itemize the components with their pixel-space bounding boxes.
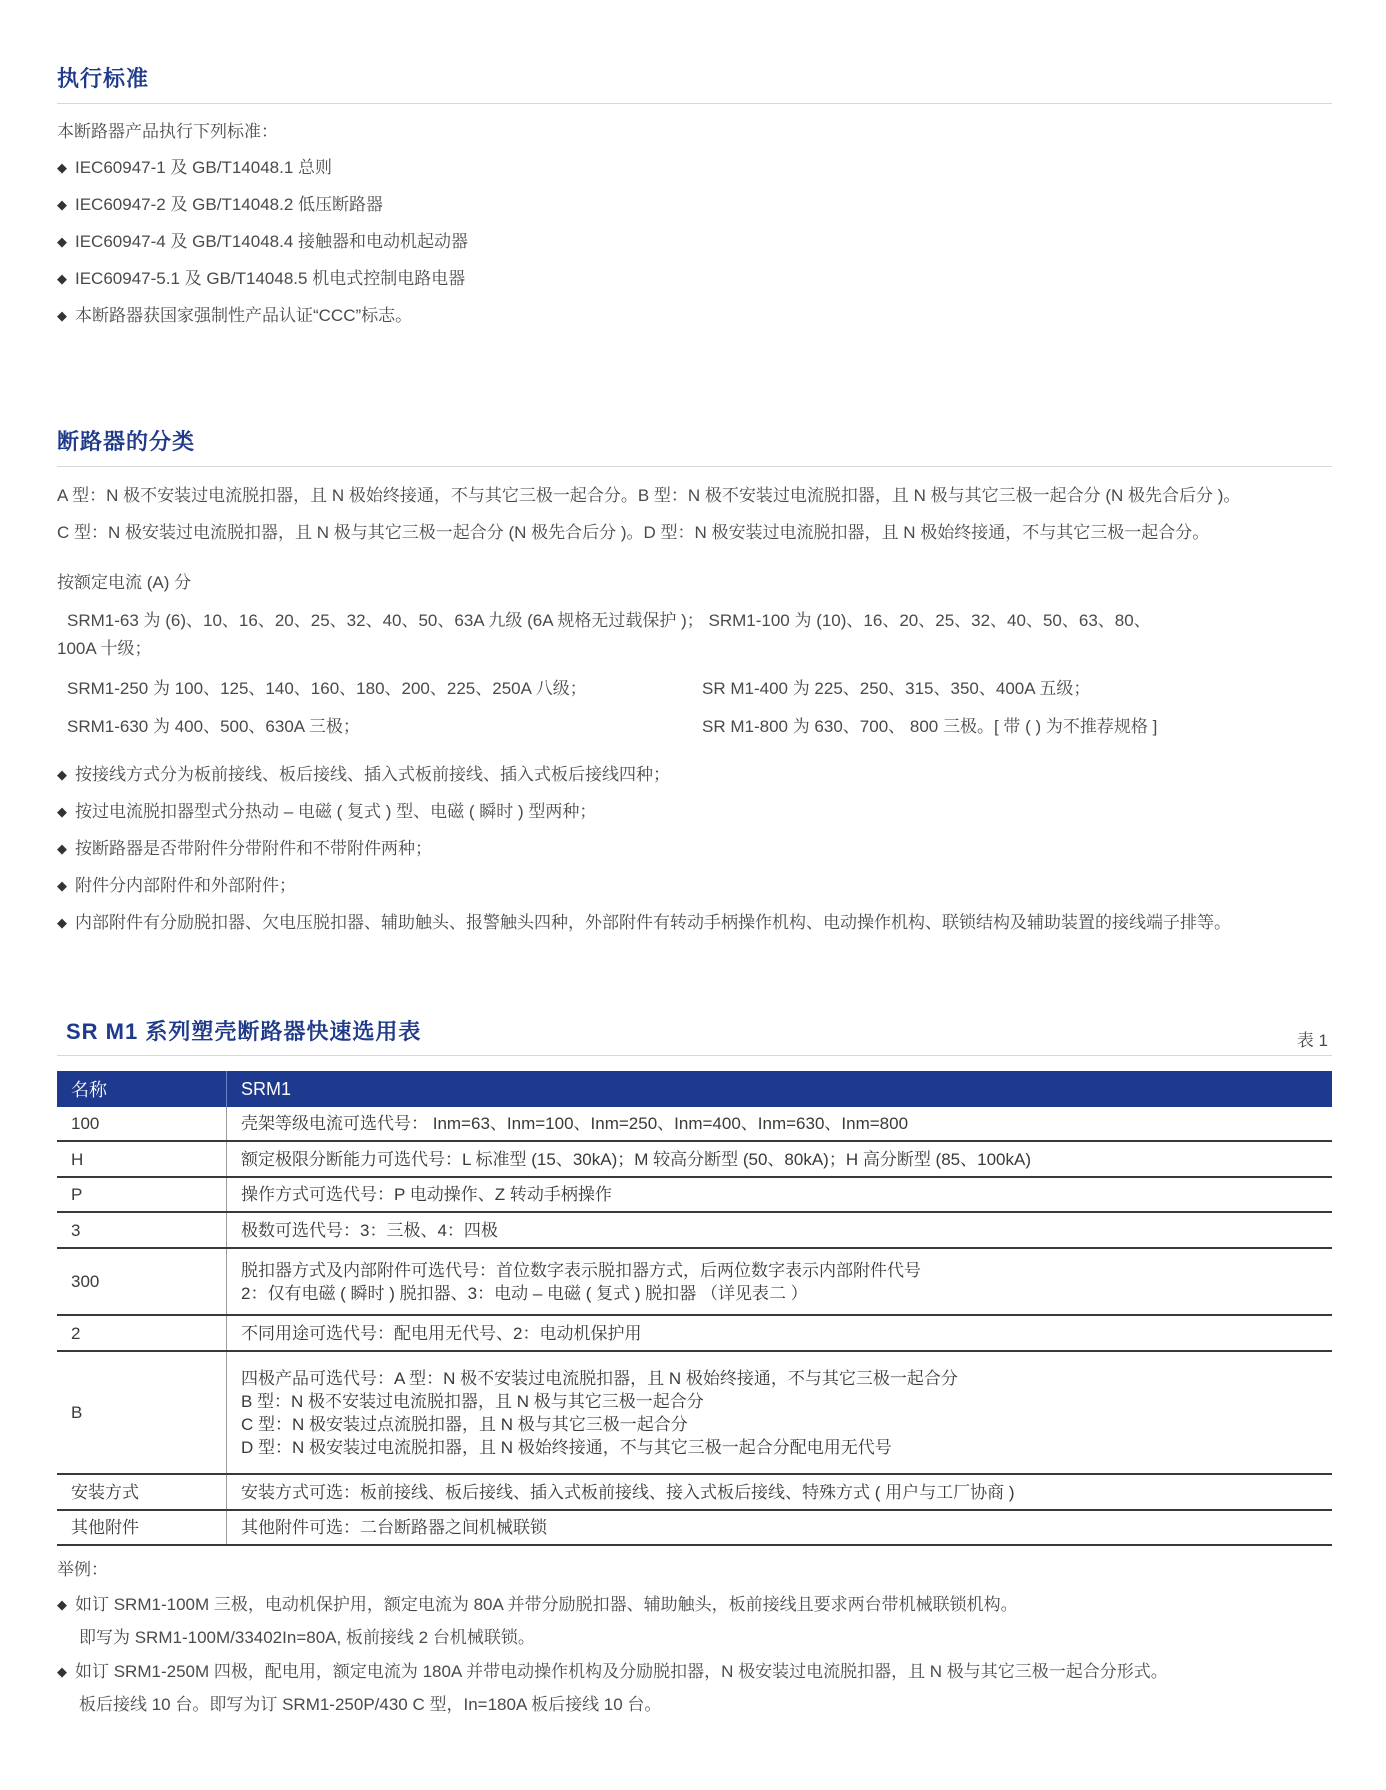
table-row [57,1315,1332,1351]
classification-item: ◆ 内部附件有分励脱扣器、欠电压脱扣器、辅助触头、报警触头四种，外部附件有转动手柄操作机构、电动操作机构、联锁结构及辅助装置的接线端子排等。 [57,908,1231,933]
row-desc: 脱扣器方式及内部附件可选代号：首位数字表示脱扣器方式，后两位数字表示内部附件代号 2：仅有电磁 ( 瞬时 ) 脱扣器、3：电动 – 电磁 ( 复式 ) 脱扣器 （详见表二 ） [227,1248,1333,1315]
table-row [57,1351,1332,1474]
table-row [57,1107,1332,1141]
current-line: SRM1-63 为 (6)、10、16、20、25、32、40、50、63A 九级 (6A 规格无过载保护 )； SRM1-100 为 (10)、16、20、25、32、40、50、63、80、 [67,611,1151,630]
row-key: 300 [57,1248,227,1315]
table-row [57,1177,1332,1212]
table-row [57,1248,1332,1315]
current-line: SRM1-630 为 400、500、630A 三极； [67,717,360,736]
example-item: ◆ 如订 SRM1-250M 四极，配电用，额定电流为 180A 并带电动操作机构及分励脱扣器，N 极安装过电流脱扣器，且 N 极与其它三极一起合分形式。 [57,1657,1168,1682]
table-number: 表 1 [1296,1031,1328,1050]
classification-item: ◆ 按过电流脱扣器型式分热动 – 电磁 ( 复式 ) 型、电磁 ( 瞬时 ) 型两种； [57,797,596,822]
standards-intro: 本断路器产品执行下列标准： [57,122,278,141]
current-line: SRM1-250 为 100、125、140、160、180、200、225、250A 八级； [67,679,587,698]
header-name: 名称 [57,1071,227,1107]
row-desc: 其他附件可选：二台断路器之间机械联锁 [227,1510,1333,1545]
section-title-classification: 断路器的分类 [57,429,196,454]
header-srm1: SRM1 [227,1071,1333,1107]
row-key: H [57,1141,227,1177]
table-header [57,1071,1332,1107]
row-key: P [57,1177,227,1212]
divider [57,466,1332,467]
row-desc: 极数可选代号：3：三极、4：四极 [227,1212,1333,1248]
selection-table [57,1071,1332,1546]
row-key: 100 [57,1107,227,1141]
current-line: SR M1-800 为 630、700、 800 三极。[ 带 ( ) 为不推荐规格 ] [702,717,1158,736]
type-line: C 型：N 极安装过电流脱扣器，且 N 极与其它三极一起合分 (N 极先合后分 )。D 型：N 极安装过电流脱扣器，且 N 极始终接通，不与其它三极一起合分。 [57,523,1210,542]
table-row [57,1474,1332,1510]
classification-item: ◆ 附件分内部附件和外部附件； [57,871,296,896]
row-desc: 安装方式可选：板前接线、板后接线、插入式板前接线、接入式板后接线、特殊方式 ( 用户与工厂协商 ) [227,1474,1333,1510]
standard-item: ◆ IEC60947-1 及 GB/T14048.1 总则 [57,153,332,178]
row-desc: 额定极限分断能力可选代号：L 标准型 (15、30kA)；M 较高分断型 (50、80kA)；H 高分断型 (85、100kA) [227,1141,1333,1177]
table-row [57,1141,1332,1177]
current-heading: 按额定电流 (A) 分 [57,573,192,592]
standard-item: ◆ IEC60947-4 及 GB/T14048.4 接触器和电动机起动器 [57,227,468,252]
row-desc: 操作方式可选代号：P 电动操作、Z 转动手柄操作 [227,1177,1333,1212]
row-key: 安装方式 [57,1474,227,1510]
example-heading: 举例： [57,1560,108,1579]
type-line: A 型：N 极不安装过电流脱扣器，且 N 极始终接通，不与其它三极一起合分。B 型：N 极不安装过电流脱扣器，且 N 极与其它三极一起合分 (N 极先合后分 )。 [57,486,1241,505]
row-key: 2 [57,1315,227,1351]
row-key: 其他附件 [57,1510,227,1545]
standard-item: ◆ IEC60947-2 及 GB/T14048.2 低压断路器 [57,190,383,215]
classification-item: ◆ 按接线方式分为板前接线、板后接线、插入式板前接线、插入式板后接线四种； [57,760,670,785]
classification-item: ◆ 按断路器是否带附件分带附件和不带附件两种； [57,834,432,859]
row-key: B [57,1351,227,1474]
example-item: 即写为 SRM1-100M/33402In=80A, 板前接线 2 台机械联锁。 [79,1628,535,1647]
row-desc: 不同用途可选代号：配电用无代号、2：电动机保护用 [227,1315,1333,1351]
row-key: 3 [57,1212,227,1248]
standard-item: ◆ IEC60947-5.1 及 GB/T14048.5 机电式控制电路电器 [57,264,465,289]
table-row [57,1212,1332,1248]
divider [57,103,1332,104]
row-desc: 四极产品可选代号：A 型：N 极不安装过电流脱扣器，且 N 极始终接通，不与其它三极一起合分 B 型：N 极不安装过电流脱扣器，且 N 极与其它三极一起合分 C 型：N 极安装过点流脱扣器，且 N 极与其它三极一起合分 D 型：N 极安装过电流脱扣器，且 N 极始终接通，不与其它三极一起合分配电用无代号 [227,1351,1333,1474]
row-desc: 壳架等级电流可选代号： Inm=63、Inm=100、Inm=250、Inm=400、Inm=630、Inm=800 [227,1107,1333,1141]
current-line: 100A 十级； [57,639,152,658]
section-title-selection-table: SR M1 系列塑壳断路器快速选用表 [66,1019,422,1044]
example-item: ◆ 如订 SRM1-100M 三极，电动机保护用，额定电流为 80A 并带分励脱扣器、辅助触头，板前接线且要求两台带机械联锁机构。 [57,1590,1018,1615]
divider [57,1055,1332,1056]
current-line: SR M1-400 为 225、250、315、350、400A 五级； [702,679,1091,698]
table-row [57,1510,1332,1545]
section-title-standards: 执行标准 [57,66,150,91]
standard-item: ◆ 本断路器获国家强制性产品认证“CCC”标志。 [57,301,412,326]
example-item: 板后接线 10 台。即写为订 SRM1-250P/430 C 型，In=180A 板后接线 10 台。 [79,1695,662,1714]
